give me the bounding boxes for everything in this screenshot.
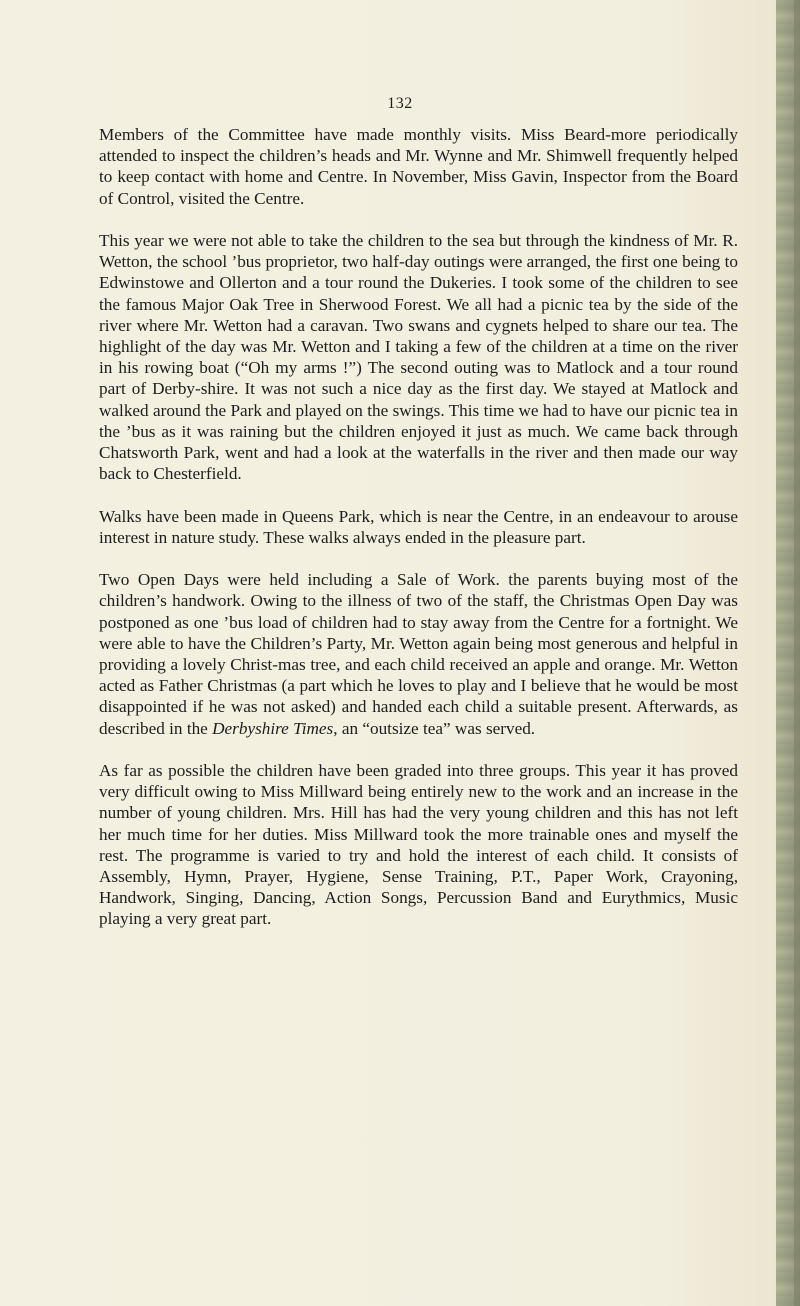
paragraph-committee-visits: Members of the Committee have made monthly visits. Miss Beard-more periodically attended to inspect the children’s heads and Mr. Wynne and Mr. Shimwell frequently helped to keep contact with home and Centre. In November, Miss Gavin, Inspector from the Board of Control, visited the Centre. — [99, 125, 738, 208]
open-days-text-before: Two Open Days were held including a Sale of Work. the parents buying most of the children’s handwork. Owing to the illness of two of the staff, the Christmas Open Day was postponed as one ’bus load of children had to stay away from the Centre for a fortnight. We were able to have the Children’s Party, Mr. Wetton again being most generous and helpful in providing a lovely Christ-mas tree, and each child received an apple and orange. Mr. Wetton acted as Father Christmas (a part which he loves to play and I believe that he would be most disappointed if he was not asked) and handed each child a suitable present. Afterwards, as described in the — [99, 570, 738, 738]
paragraph-open-days — [99, 569, 738, 739]
body-text — [99, 124, 738, 930]
page-edge-shadow — [776, 0, 800, 1306]
page-number: 132 — [387, 95, 413, 112]
paragraph-outings: This year we were not able to take the children to the sea but through the kindness of Mr. R. Wetton, the school ’bus proprietor, two half-day outings were arranged, the first one being to Edwinstowe and Ollerton and a tour round the Dukeries. I took some of the children to see the famous Major Oak Tree in Sherwood Forest. We all had a picnic tea by the side of the river where Mr. Wetton had a caravan. Two swans and cygnets helped to share our tea. The highlight of the day was Mr. Wetton and I taking a few of the children at a time on the river in his rowing boat (“Oh my arms !”) The second outing was to Matlock and a tour round part of Derby-shire. It was not such a nice day as the first day. We stayed at Matlock and walked around the Park and played on the swings. This time we had to have our picnic tea in the ’bus as it was raining but the children enjoyed it just as much. We came back through Chatsworth Park, went and had a look at the waterfalls in the river and then made our way back to Chesterfield. — [99, 231, 738, 484]
open-days-text-after: , an “outsize tea” was served. — [333, 718, 536, 738]
newspaper-title: Derbyshire Times — [212, 718, 334, 738]
paragraph-walks: Walks have been made in Queens Park, which is near the Centre, in an endeavour to arouse interest in nature study. These walks always ended in the pleasure part. — [99, 506, 738, 547]
paragraph-groups-programme: As far as possible the children have been graded into three groups. This year it has proved very difficult owing to Miss Millward being entirely new to the work and an increase in the number of young children. Mrs. Hill has had the very young children and this has not left her much time for her duties. Miss Millward took the more trainable ones and myself the rest. The programme is varied to try and hold the interest of each child. It consists of Assembly, Hymn, Prayer, Hygiene, Sense Training, P.T., Paper Work, Crayoning, Handwork, Singing, Dancing, Action Songs, Percussion Band and Eurythmics, Music playing a very great part. — [99, 761, 738, 929]
